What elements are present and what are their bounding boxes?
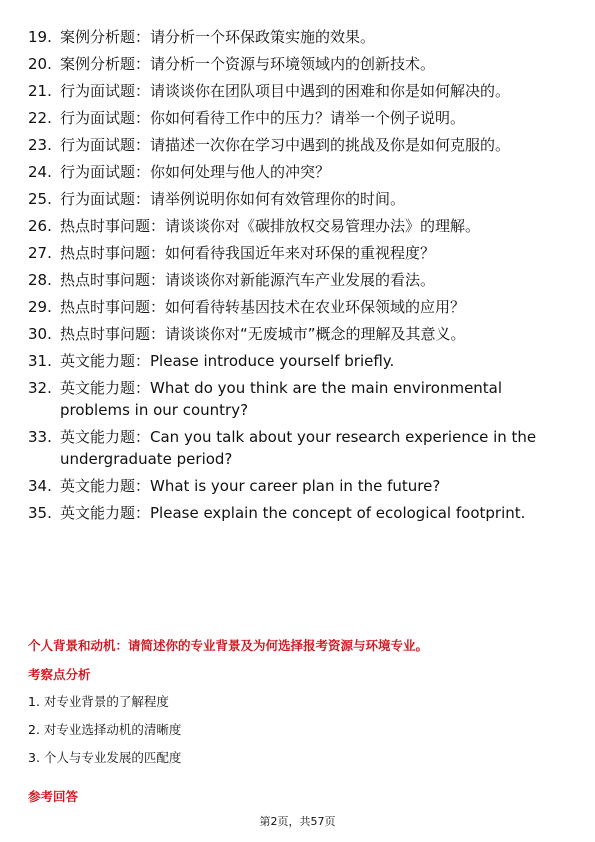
question-number: 26.: [28, 217, 52, 235]
question-item: [28, 188, 568, 210]
question-item: [28, 80, 568, 102]
question-number: 21.: [28, 82, 52, 100]
reference-answer-heading: 参考回答: [28, 789, 79, 804]
analysis-point: 2. 对专业选择动机的清晰度: [28, 722, 182, 737]
analysis-point: 1. 对专业背景的了解程度: [28, 694, 169, 709]
question-item: [28, 26, 568, 48]
question-number: 34.: [28, 477, 52, 495]
question-list: [28, 26, 568, 529]
question-text: 英文能力题：Can you talk about your research experience in the undergraduate period?: [60, 428, 537, 468]
question-text: 热点时事问题：请谈谈你对“无废城市”概念的理解及其意义。: [60, 325, 466, 343]
section-heading: 个人背景和动机：请简述你的专业背景及为何选择报考资源与环境专业。: [28, 638, 429, 653]
question-text: 案例分析题：请分析一个资源与环境领域内的创新技术。: [60, 55, 436, 73]
question-number: 35.: [28, 504, 52, 522]
question-text: 行为面试题：请谈谈你在团队项目中遇到的困难和你是如何解决的。: [60, 82, 511, 100]
question-number: 19.: [28, 28, 52, 46]
question-text: 英文能力题：What do you think are the main environmental problems in our country?: [60, 379, 503, 419]
question-number: 20.: [28, 55, 52, 73]
question-item: [28, 107, 568, 129]
question-text: 英文能力题：Please explain the concept of ecological footprint.: [60, 504, 526, 522]
question-number: 28.: [28, 271, 52, 289]
question-item: [28, 53, 568, 75]
question-text: 热点时事问题：如何看待转基因技术在农业环保领域的应用？: [60, 298, 466, 316]
question-text: 热点时事问题：请谈谈你对《碳排放权交易管理办法》的理解。: [60, 217, 481, 235]
question-number: 23.: [28, 136, 52, 154]
page-footer: 第2页，共57页: [259, 815, 336, 828]
question-item: [28, 323, 568, 345]
question-text: 案例分析题：请分析一个环保政策实施的效果。: [60, 28, 376, 46]
question-item: [28, 215, 568, 237]
question-number: 22.: [28, 109, 52, 127]
question-item: [28, 377, 568, 421]
question-text: 热点时事问题：如何看待我国近年来对环保的重视程度？: [60, 244, 436, 262]
question-number: 33.: [28, 428, 52, 446]
question-number: 27.: [28, 244, 52, 262]
question-number: 24.: [28, 163, 52, 181]
question-text: 英文能力题：What is your career plan in the future?: [60, 477, 441, 495]
question-text: 热点时事问题：请谈谈你对新能源汽车产业发展的看法。: [60, 271, 436, 289]
question-number: 25.: [28, 190, 52, 208]
question-text: 行为面试题：你如何处理与他人的冲突？: [60, 163, 331, 181]
question-number: 31.: [28, 352, 52, 370]
question-text: 英文能力题：Please introduce yourself briefly.: [60, 352, 395, 370]
question-item: [28, 426, 568, 470]
question-text: 行为面试题：请举例说明你如何有效管理你的时间。: [60, 190, 406, 208]
question-number: 30.: [28, 325, 52, 343]
analysis-heading: 考察点分析: [28, 667, 91, 682]
question-text: 行为面试题：请描述一次你在学习中遇到的挑战及你是如何克服的。: [60, 136, 511, 154]
question-text: 行为面试题：你如何看待工作中的压力？请举一个例子说明。: [60, 109, 466, 127]
analysis-points: [28, 692, 568, 776]
question-number: 32.: [28, 379, 52, 397]
question-item: [28, 296, 568, 318]
question-item: [28, 242, 568, 264]
question-item: [28, 269, 568, 291]
question-item: [28, 350, 568, 372]
question-item: [28, 161, 568, 183]
analysis-point: 3. 个人与专业发展的匹配度: [28, 750, 182, 765]
question-number: 29.: [28, 298, 52, 316]
question-item: [28, 475, 568, 497]
question-item: [28, 134, 568, 156]
question-item: [28, 502, 568, 524]
